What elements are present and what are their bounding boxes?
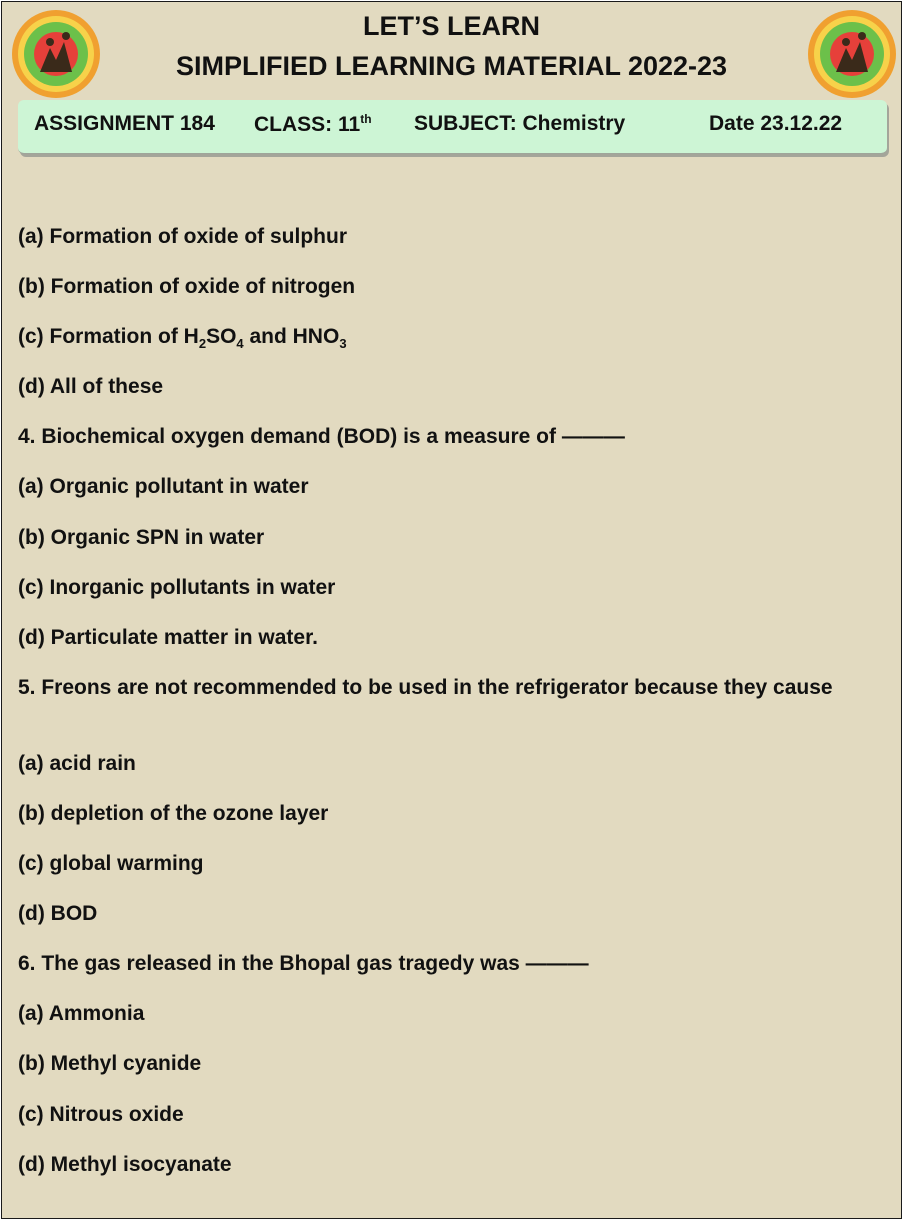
subscript: 4 xyxy=(236,336,244,352)
option-4d: (d) Particulate matter in water. xyxy=(18,625,318,649)
option-3b: (b) Formation of oxide of nitrogen xyxy=(18,275,356,299)
option-5c: (c) global warming xyxy=(18,852,204,876)
option-5a: (a) acid rain xyxy=(18,751,136,775)
option-6b: (b) Methyl cyanide xyxy=(18,1052,202,1076)
class-label: CLASS: 11 xyxy=(254,113,361,136)
option-4b: (b) Organic SPN in water xyxy=(18,525,265,549)
option-5b: (b) depletion of the ozone layer xyxy=(18,801,329,825)
option-6d: (d) Methyl isocyanate xyxy=(18,1152,232,1176)
option-5d: (d) BOD xyxy=(18,902,98,926)
subscript: 2 xyxy=(198,336,207,352)
date-label: Date 23.12.22 xyxy=(709,112,843,135)
option-6a: (a) Ammonia xyxy=(18,1002,145,1026)
subject-label: SUBJECT: Chemistry xyxy=(414,112,626,135)
option-3c-text: and HNO xyxy=(243,325,340,349)
question-4: 4. Biochemical oxygen demand (BOD) is a measure of ——— xyxy=(18,425,625,449)
class-suffix: th xyxy=(360,112,372,126)
option-3c-text: (c) Formation of H xyxy=(18,325,199,349)
question-6: 6. The gas released in the Bhopal gas tragedy was ——— xyxy=(18,952,589,976)
option-6c: (c) Nitrous oxide xyxy=(18,1102,184,1126)
option-4c: (c) Inorganic pollutants in water xyxy=(18,575,336,599)
worksheet-page xyxy=(1,1,902,1219)
option-4a: (a) Organic pollutant in water xyxy=(18,475,309,499)
class-info xyxy=(254,112,372,137)
option-3a: (a) Formation of oxide of sulphur xyxy=(18,225,347,248)
question-list xyxy=(18,224,878,1202)
option-3c xyxy=(18,324,878,374)
option-3c-text: SO xyxy=(206,325,237,349)
question-5: 5. Freons are not recommended to be used in the refrigerator because they cause xyxy=(18,675,833,699)
assignment-banner xyxy=(18,100,887,154)
assignment-number: ASSIGNMENT 184 xyxy=(34,112,215,135)
subscript: 3 xyxy=(339,336,347,352)
option-3d: (d) All of these xyxy=(18,375,164,399)
page-subtitle: SIMPLIFIED LEARNING MATERIAL 2022-23 xyxy=(175,51,728,81)
page-title: LET’S LEARN xyxy=(362,11,540,41)
